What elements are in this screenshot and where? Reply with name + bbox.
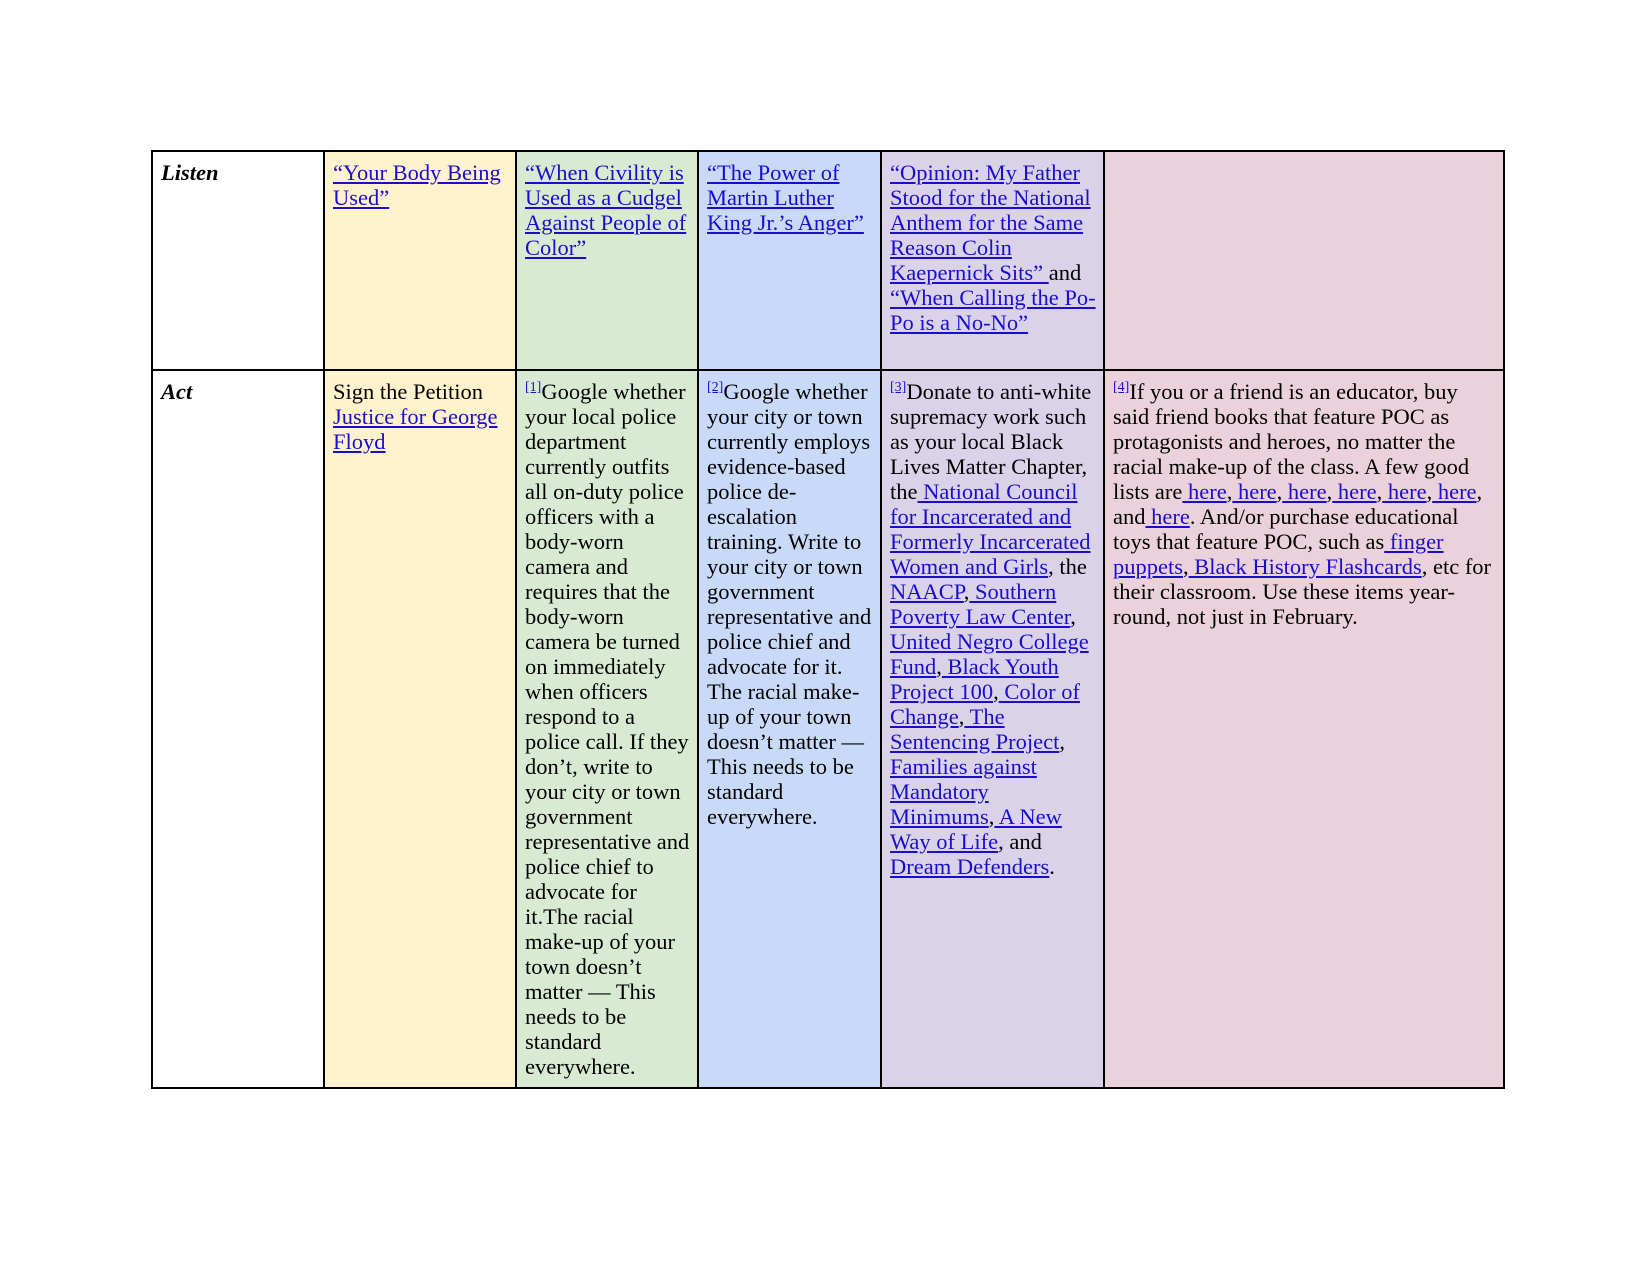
link-southern-poverty-law-center[interactable]: Southern Poverty Law Center: [890, 579, 1071, 629]
act-cell-2: [516, 370, 698, 1088]
listen-and-text: and: [1048, 260, 1082, 285]
link-justice-for-george-floyd[interactable]: Justice for George Floyd: [333, 404, 498, 454]
act-cell-5: [1104, 370, 1504, 1088]
separator: ,: [1059, 729, 1065, 754]
resource-table: [151, 150, 1505, 1089]
separator: ,: [1326, 479, 1333, 504]
listen-cell-2: [516, 151, 698, 370]
link-united-negro-college-fund[interactable]: United Negro College Fund: [890, 629, 1089, 679]
link-finger-puppets[interactable]: finger puppets: [1113, 529, 1444, 579]
link-power-of-mlk-anger[interactable]: “The Power of Martin Luther King Jr.’s Anger”: [707, 160, 864, 235]
link-calling-po-po[interactable]: “When Calling the Po-Po is a No-No”: [890, 285, 1096, 335]
separator: ,: [963, 579, 970, 604]
link-national-council[interactable]: National Council for Incarcerated and Formerly Incarcerated Women and Girls: [890, 479, 1091, 579]
listen-cell-3: [698, 151, 881, 370]
link-your-body-being-used[interactable]: “Your Body Being Used”: [333, 160, 501, 210]
act-3-text: Google whether your city or town currently employs evidence-based police de-escalation training. Write to your city or town government representative and police chief and advocate for it. The racial make-up of your town doesn’t matter — This needs to be standard everywhere.: [707, 379, 872, 829]
separator: , and: [1113, 479, 1483, 529]
separator: .: [1049, 854, 1055, 879]
act-4-text: Donate to anti-white supremacy work such as your local Black Lives Matter Chapter, the: [890, 379, 1092, 504]
link-dream-defenders[interactable]: Dream Defenders: [890, 854, 1050, 879]
link-my-father-stood[interactable]: “Opinion: My Father Stood for the National Anthem for the Same Reason Colin Kaepernick Sits”: [890, 160, 1091, 285]
act-cell-1: [324, 370, 516, 1088]
link-here[interactable]: here: [1332, 479, 1377, 504]
link-naacp[interactable]: NAACP: [890, 579, 964, 604]
act-5-text: If you or a friend is an educator, buy said friend books that feature POC as protagonists and heroes, no matter the racial make-up of the class. A few good lists are: [1113, 379, 1470, 504]
footnote-ref-1[interactable]: [1]: [525, 380, 542, 395]
link-here[interactable]: here: [1432, 479, 1477, 504]
row-label-listen: Listen: [161, 160, 219, 185]
separator: ,: [958, 704, 965, 729]
footnote-ref-4[interactable]: [4]: [1113, 380, 1130, 395]
listen-cell-1: [324, 151, 516, 370]
act-5-text-2: . And/or purchase educational toys that feature POC, such as: [1113, 504, 1459, 554]
separator: ,: [936, 654, 942, 679]
act-cell-3: [698, 370, 881, 1088]
separator: ,: [1376, 479, 1383, 504]
link-a-new-way-of-life[interactable]: A New Way of Life: [890, 804, 1062, 854]
table-row-act: [152, 370, 1504, 1088]
act-cell-4: [881, 370, 1104, 1088]
listen-cell-5: [1104, 151, 1504, 370]
separator: , and: [998, 829, 1042, 854]
act-2-text: Google whether your local police department currently outfits all on-duty police officers with a body-worn camera and requires that the body-worn camera be turned on immediately when officers respond to a police call. If they don’t, write to your city or town government representative and police chief to advocate for it.The racial make-up of your town doesn’t matter — This needs to be standard everywhere.: [525, 379, 690, 1079]
separator: ,: [988, 804, 995, 829]
row-label-cell: [152, 370, 324, 1088]
separator: ,: [1426, 479, 1433, 504]
link-families-against-mandatory-minimums[interactable]: Families against Mandatory Minimums: [890, 754, 1037, 829]
separator: ,: [993, 679, 999, 704]
row-label-act: Act: [161, 379, 193, 404]
table-row-listen: [152, 151, 1504, 370]
separator: ,: [1183, 554, 1189, 579]
link-here[interactable]: here: [1282, 479, 1327, 504]
link-sentencing-project[interactable]: The Sentencing Project: [890, 704, 1060, 754]
separator: ,: [1226, 479, 1233, 504]
footnote-ref-2[interactable]: [2]: [707, 380, 724, 395]
link-here[interactable]: here: [1232, 479, 1277, 504]
link-here[interactable]: here: [1145, 504, 1190, 529]
link-black-history-flashcards[interactable]: Black History Flashcards: [1188, 554, 1422, 579]
listen-cell-4: [881, 151, 1104, 370]
link-when-civility-cudgel[interactable]: “When Civility is Used as a Cudgel Against People of Color”: [525, 160, 687, 260]
link-color-of-change[interactable]: Color of Change: [890, 679, 1080, 729]
link-here[interactable]: here: [1182, 479, 1227, 504]
separator: , the: [1048, 554, 1087, 579]
separator: ,: [1276, 479, 1283, 504]
link-here[interactable]: here: [1382, 479, 1427, 504]
act-5-text-3: , etc for their classroom. Use these items year-round, not just in February.: [1113, 554, 1492, 629]
link-black-youth-project-100[interactable]: Black Youth Project 100: [890, 654, 1059, 704]
separator: ,: [1070, 604, 1076, 629]
footnote-ref-3[interactable]: [3]: [890, 380, 907, 395]
act-1-text: Sign the Petition: [333, 379, 484, 404]
row-label-cell: [152, 151, 324, 370]
